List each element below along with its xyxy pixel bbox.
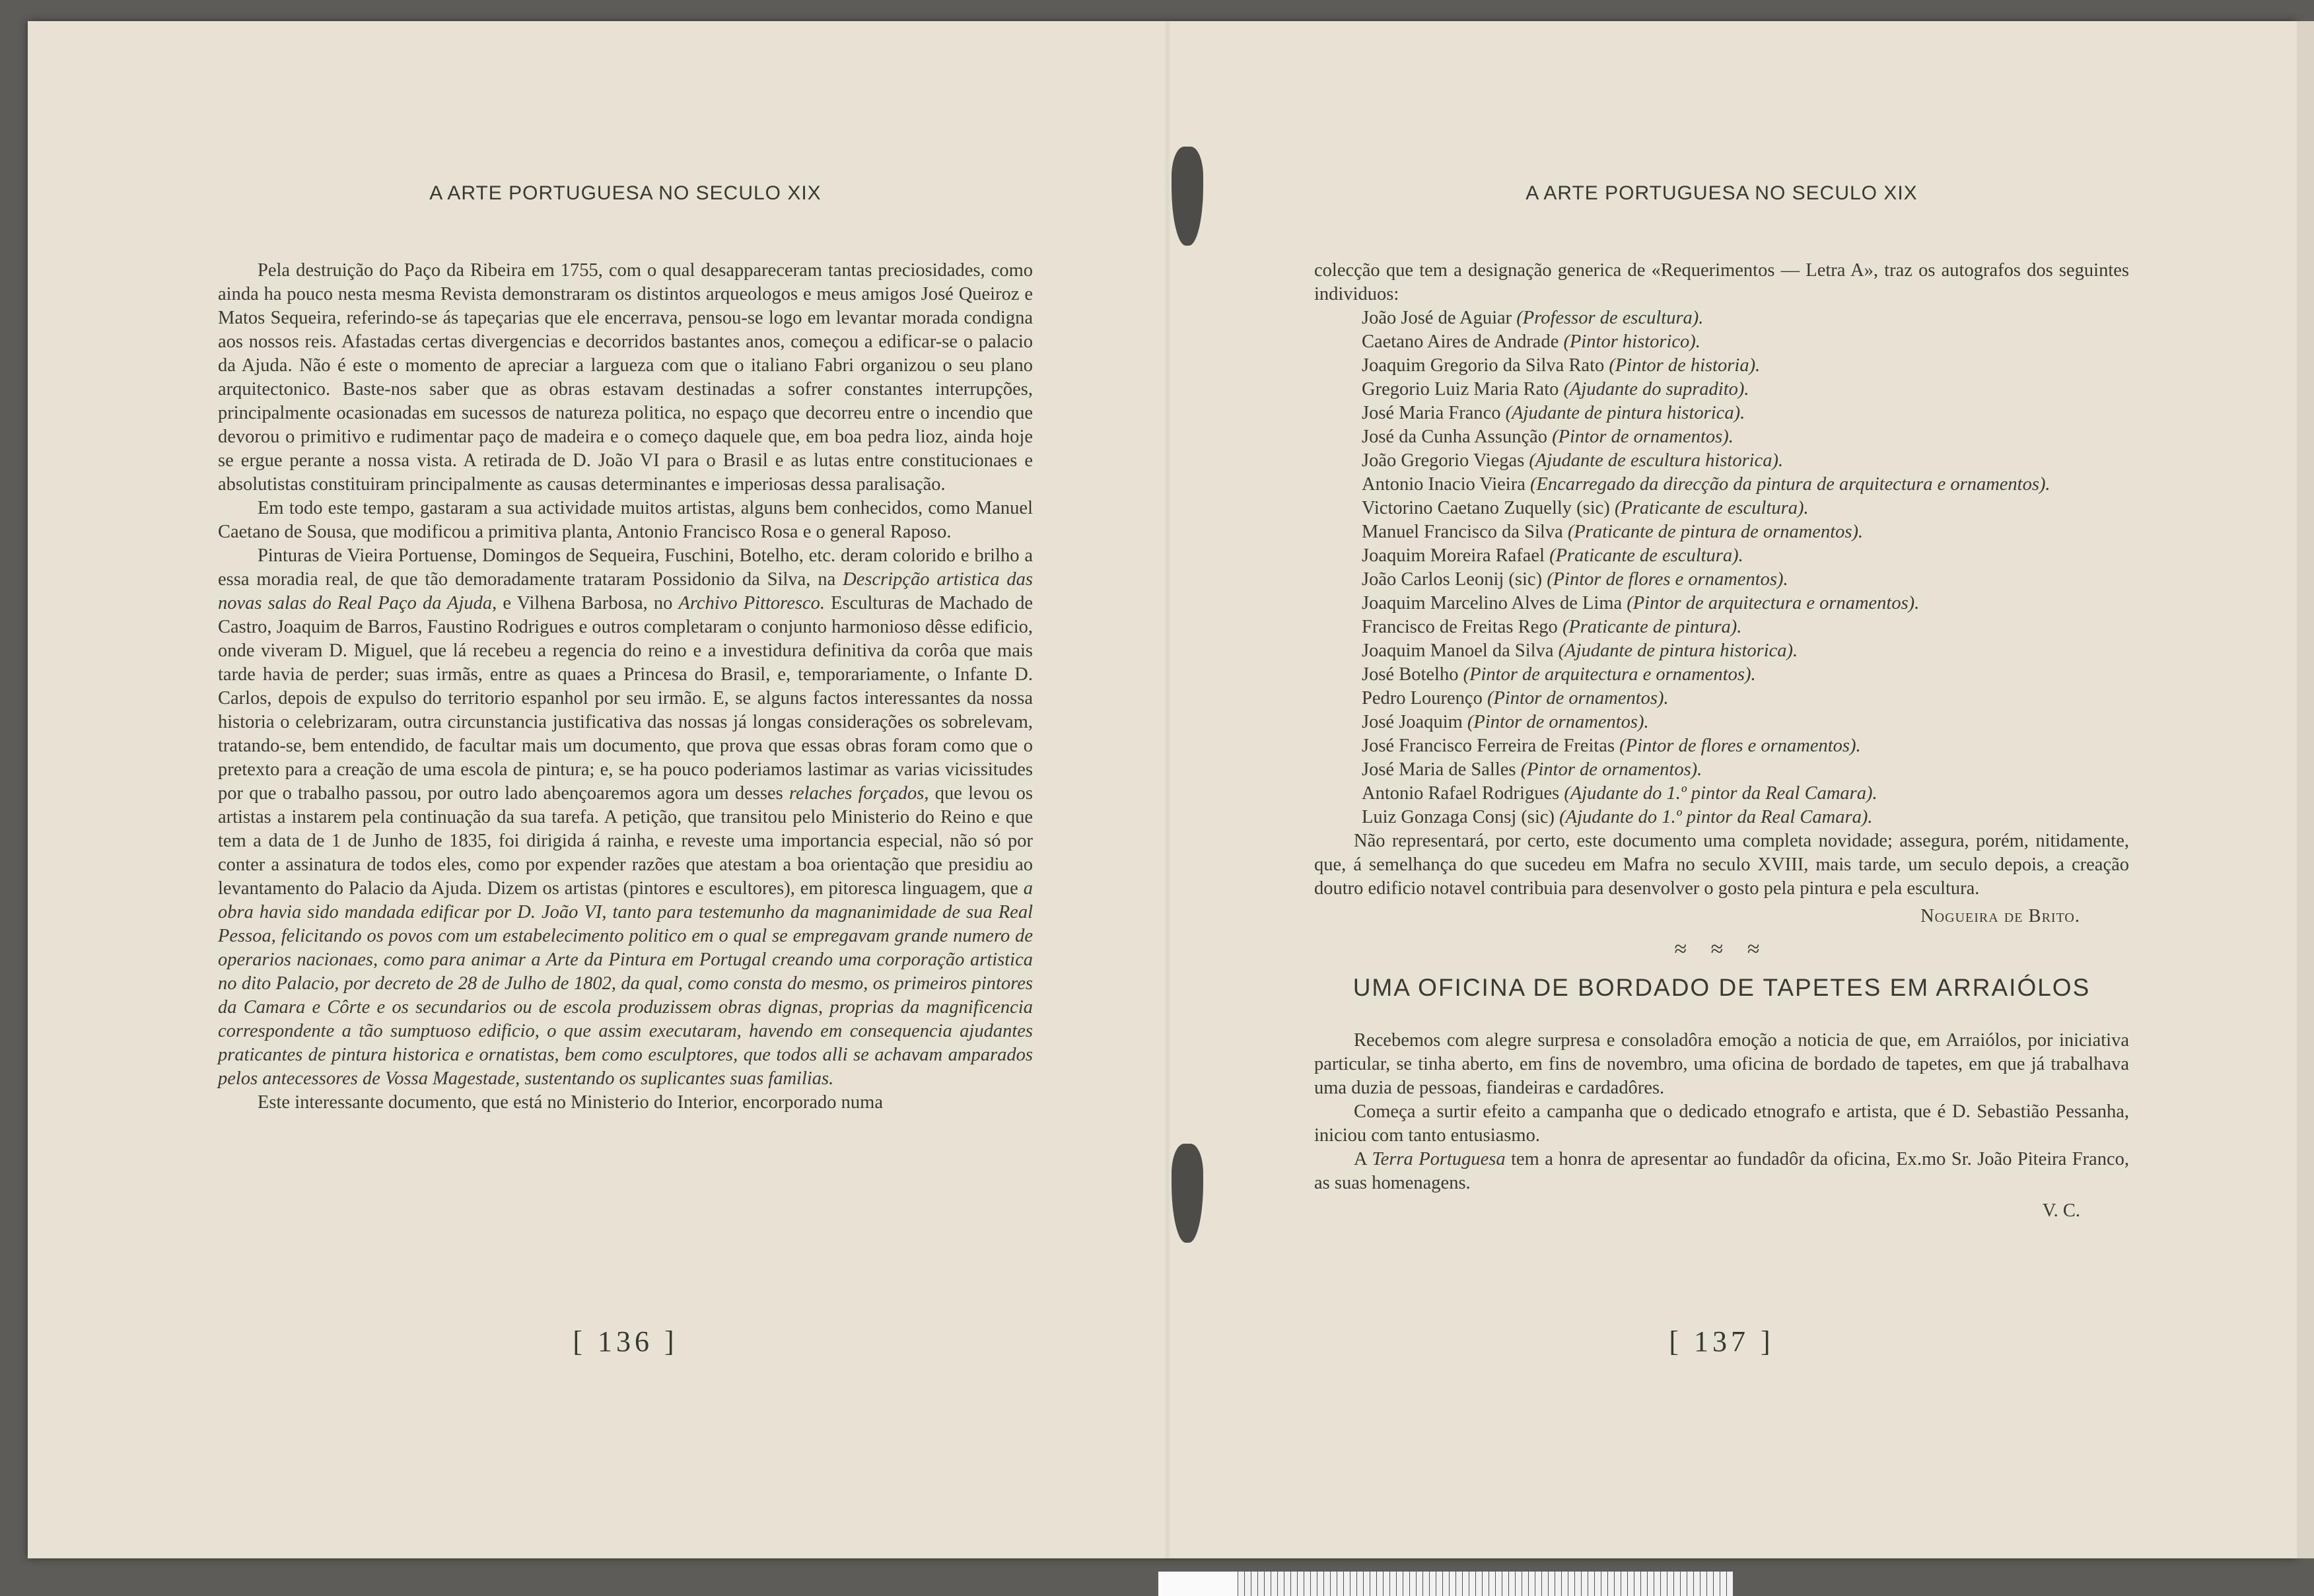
binding-hole-bottom — [1172, 1144, 1203, 1243]
signatory-entry: Luiz Gonzaga Consj (sic) (Ajudante do 1.º pintor da Real Camara). — [1362, 807, 1873, 827]
author-signature: Nogueira de Brito. — [1920, 906, 2080, 926]
signatory-entry: José Maria de Salles (Pintor de ornamentos). — [1362, 759, 1702, 780]
paragraph: Pinturas de Vieira Portuense, Domingos de Sequeira, Fuschini, Botelho, etc. deram colorido e brilho a essa moradia real, de que tão demoradamente trataram Possidonio da Silva, na Descripção artistica das novas salas do Real Paço da Ajuda, e Vilhena Barbosa, no Archivo Pittoresco. Esculturas de Machado de Castro, Joaquim de Barros, Faustino Rodrigues e outros completaram o conjunto harmonioso dêsse edificio, onde viveram D. Miguel, que lá recebeu a regencia do reino e a investidura definitiva da corôa que mais tarde havia de perder; suas irmãs, entre as quaes a Princesa do Brasil, e, temporariamente, o Infante D. Carlos, depois de expulso do territorio espanhol por seu irmão. E, se alguns factos interessantes da nossa historia o celebrizaram, outra circunstancia justificativa das nossas já longas considerações os sobrelevam, tratando-se, bem entendido, de facultar mais um documento, que prova que essas obras foram como que o pretexto para a creação de uma escola de pintura; e, se ha pouco poderiamos lastimar as varias vicissitudes por que o trabalho passou, por outro lado abençoaremos agora um desses relaches forçados, que levou os artistas a instarem pela continuação da sua tarefa. A petição, que transitou pelo Ministerio do Reino e que tem a data de 1 de Junho de 1835, foi dirigida á rainha, e reveste uma importancia especial, não só por conter a assinatura de todos eles, como por expender razões que atestam a boa orientação que presidiu ao levantamento do Palacio da Ajuda. Dizem os artistas (pintores e escultores), em pitoresca linguagem, que a obra havia sido mandada edificar por D. João VI, tanto para testemunho da magnanimidade de sua Real Pessoa, felicitando os povos com um estabelecimento politico em o qual se empregavam grande numero de operarios nacionaes, como para animar a Arte da Pintura em Portugal creando uma corporação artistica no dito Palacio, por decreto de 28 de Julho de 1802, da qual, como consta do mesmo, os primeiros pintores da Camara e Côrte e os secundarios ou de escola produzissem obras dignas, proprias da magnificencia correspondente a tão sumptuoso edificio, o que assim executaram, havendo em consequencia ajudantes praticantes de pintura historica e ornatistas, bem como esculptores, que todos alli se achavam amparados pelos antecessores de Vossa Magestade, sustentando os suplicantes suas familias. — [218, 545, 1033, 1089]
section-ornament: ≈ ≈ ≈ — [1674, 937, 1769, 961]
author-initials: V. C. — [2042, 1200, 2080, 1221]
signatory-entry: João Carlos Leonij (sic) (Pintor de flores e ornamentos). — [1362, 569, 1788, 590]
scale-ruler-white — [1158, 1572, 1238, 1596]
signatory-entry: Manuel Francisco da Silva (Praticante de pintura de ornamentos). — [1362, 522, 1864, 542]
signatory-entry: Francisco de Freitas Rego (Praticante de pintura). — [1362, 617, 1742, 637]
paragraph: Recebemos com alegre surpresa e consoladôra emoção a noticia de que, em Arraiólos, por iniciativa particular, se tinha aberto, em fins de novembro, uma oficina de bordado de tapetes, em que já trabalhava uma duzia de pessoas, fiandeiras e cardadôres. — [1314, 1030, 2129, 1098]
running-head-left: A ARTE PORTUGUESA NO SECULO XIX — [429, 182, 822, 204]
signatory-entry: Joaquim Moreira Rafael (Praticante de escultura). — [1362, 545, 1743, 566]
signatory-entry: José Maria Franco (Ajudante de pintura historica). — [1362, 403, 1745, 423]
binding-hole-top — [1172, 147, 1203, 246]
signatory-entry: Pedro Lourenço (Pintor de ornamentos). — [1362, 688, 1669, 709]
page-number-right: [ 137 ] — [1669, 1325, 1774, 1358]
signatory-entry: Victorino Caetano Zuquelly (sic) (Praticante de escultura). — [1362, 498, 1809, 518]
signatory-entry: Antonio Inacio Vieira (Encarregado da direcção da pintura de arquitectura e ornamentos). — [1362, 474, 2051, 495]
paragraph: Este interessante documento, que está no Ministerio do Interior, encorporado numa — [258, 1092, 883, 1113]
paragraph: colecção que tem a designação generica de «Requerimentos — Letra A», traz os autografos dos seguintes individuos: — [1314, 260, 2129, 304]
page-fold — [1164, 21, 1172, 1558]
signatory-entry: José Joaquim (Pintor de ornamentos). — [1362, 712, 1649, 732]
left-body — [218, 259, 1033, 1115]
page-number-left: [ 136 ] — [573, 1325, 678, 1358]
signatory-entry: Joaquim Manoel da Silva (Ajudante de pintura historica). — [1362, 641, 1798, 661]
signatory-entry: José Francisco Ferreira de Freitas (Pintor de flores e ornamentos). — [1362, 736, 1861, 756]
scanned-spread — [28, 21, 2297, 1558]
signatory-entry: Joaquim Gregorio da Silva Rato (Pintor de historia). — [1362, 355, 1761, 376]
right-body — [1314, 259, 2129, 1223]
signatories-list — [1314, 306, 2129, 829]
signatory-entry: Caetano Aires de Andrade (Pintor historico). — [1362, 331, 1700, 352]
signatory-entry: João Gregorio Viegas (Ajudante de escultura historica). — [1362, 450, 1784, 471]
paragraph: Em todo este tempo, gastaram a sua actividade muitos artistas, alguns bem conhecidos, como Manuel Caetano de Sousa, que modificou a primitiva planta, Antonio Francisco Rosa e o general Raposo. — [218, 498, 1033, 542]
signatory-entry: Antonio Rafael Rodrigues (Ajudante do 1.º pintor da Real Camara). — [1362, 783, 1877, 804]
article-title: UMA OFICINA DE BORDADO DE TAPETES EM ARRAIÓLOS — [1352, 974, 2091, 1001]
underlying-page-edge — [2297, 21, 2314, 1558]
running-head-right: A ARTE PORTUGUESA NO SECULO XIX — [1525, 182, 1918, 204]
signatory-entry: José Botelho (Pintor de arquitectura e ornamentos). — [1362, 664, 1756, 685]
signatory-entry: Gregorio Luiz Maria Rato (Ajudante do supradito). — [1362, 379, 1749, 399]
scale-ruler — [1158, 1572, 1733, 1596]
paragraph: Começa a surtir efeito a campanha que o dedicado etnografo e artista, que é D. Sebastião Pessanha, iniciou com tanto entusiasmo. — [1314, 1101, 2129, 1146]
paragraph: A Terra Portuguesa tem a honra de apresentar ao fundadôr da oficina, Ex.mo Sr. João Piteira Franco, as suas homenagens. — [1314, 1149, 2129, 1193]
signatory-entry: Joaquim Marcelino Alves de Lima (Pintor de arquitectura e ornamentos). — [1362, 593, 1920, 613]
signatory-entry: João José de Aguiar (Professor de escultura). — [1362, 308, 1704, 328]
paragraph: Não representará, por certo, este documento uma completa novidade; assegura, porém, nitidamente, que, á semelhança do que sucedeu em Mafra no seculo XVIII, mais tarde, um seculo depois, a creação doutro edificio notavel contribuia para desenvolver o gosto pela pintura e pela escultura. — [1314, 831, 2129, 899]
paragraph: Pela destruição do Paço da Ribeira em 1755, com o qual desappareceram tantas preciosidades, como ainda ha pouco nesta mesma Revista demonstraram os distintos arqueologos e meus amigos José Queiroz e Matos Sequeira, referindo-se ás tapeçarias que ele encerrava, pensou-se logo em levantar morada condigna aos nossos reis. Afastadas certas divergencias e decorridos bastantes anos, começou a edificar-se o palacio da Ajuda. Não é este o momento de apreciar a largueza com que o italiano Fabri organizou o seu plano arquitectonico. Baste-nos saber que as obras estavam destinadas a sofrer constantes interrupções, principalmente ocasionadas em sucessos de natureza politica, no espaço que decorreu entre o incendio que devorou o primitivo e rudimentar paço de madeira e o começo daquele que, em boa pedra lioz, ainda hoje se ergue perante a nossa vista. A retirada de D. João VI para o Brasil e as lutas entre constitucionaes e absolutistas constituiram principalmente as causas determinantes e imperiosas dessa paralisação. — [218, 260, 1033, 495]
signatory-entry: José da Cunha Assunção (Pintor de ornamentos). — [1362, 427, 1734, 447]
